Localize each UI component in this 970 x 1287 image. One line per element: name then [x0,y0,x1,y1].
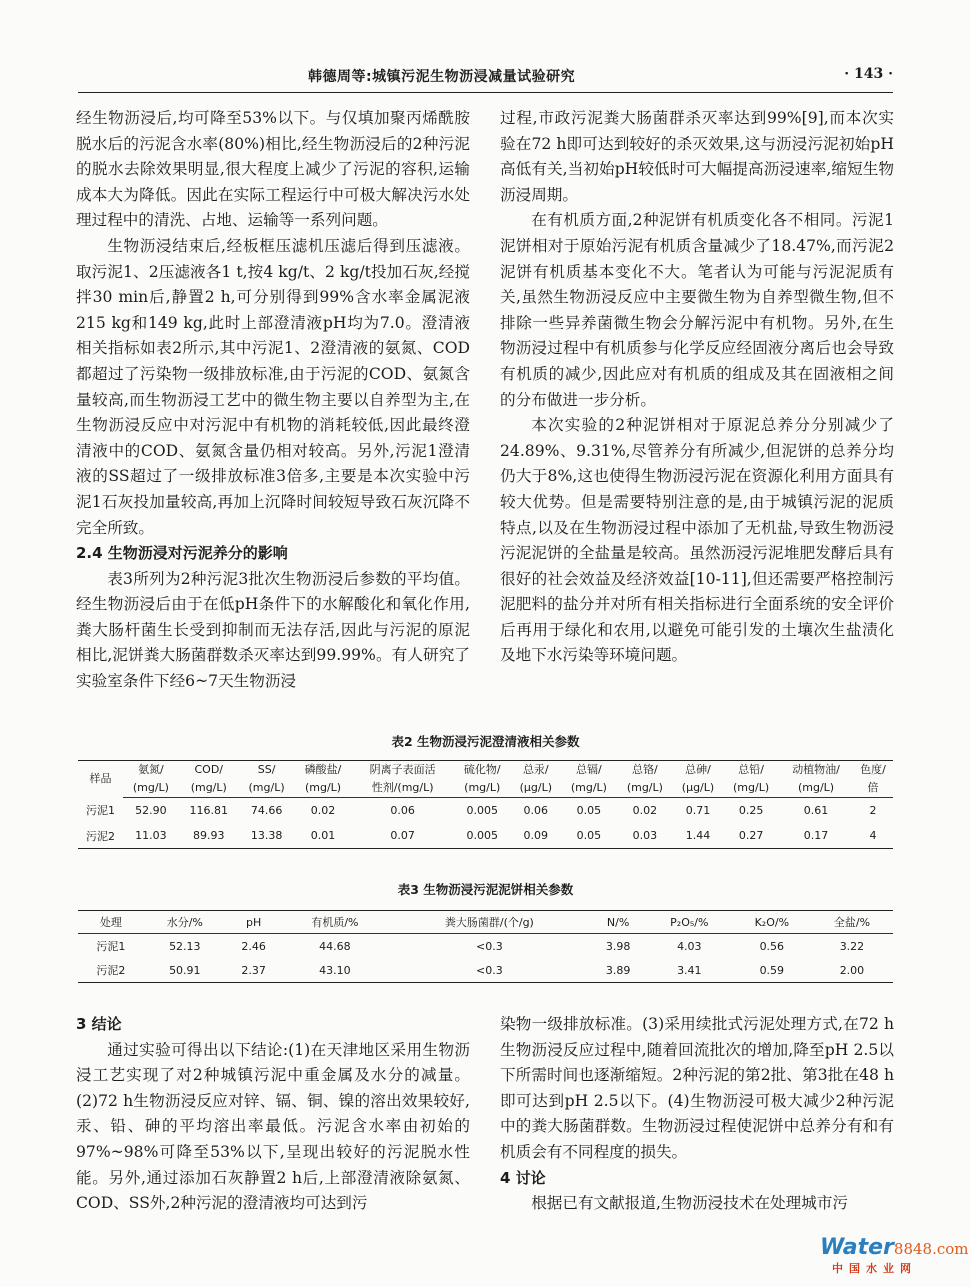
running-title: 韩德周等:城镇污泥生物沥浸减量试验研究 [308,69,576,85]
paragraph: 表3所列为2种污泥3批次生物沥浸后参数的平均值。经生物沥浸后由于在低pH条件下的水解酸化和氧化作用,粪大肠杆菌生长受到抑制而无法存活,因此与污泥的原泥相比,泥饼粪大肠菌群数杀灭率达到99.99%。有人研究了实验室条件下经6~7天生物沥浸 [76,569,470,691]
table-row [78,798,893,824]
section-heading-2-4: 2.4 生物沥浸对污泥养分的影响 [76,544,288,563]
table-cell: 0.27 [723,823,779,849]
table-header-cell: pH [226,911,282,934]
table-row [78,958,893,983]
table-header-cell: (mg/L) [779,779,853,798]
table-header-cell: (mg/L) [454,779,511,798]
table-cell: 0.05 [576,804,602,817]
table-cell: 0.06 [523,804,549,817]
table-cell: 0.01 [295,823,352,849]
table-header-cell: P₂O₅/% [646,911,733,934]
table-cell: 3.22 [839,939,865,953]
table-header-cell: 色度/ [853,761,893,780]
section-heading-3: 3 结论 [76,1015,122,1033]
table-cell: 0.005 [466,804,498,817]
table-cell: 0.09 [511,823,561,849]
table-header-cell: (μg/L) [511,779,561,798]
table-cell: 4.03 [677,939,702,953]
table-cell: 0.06 [390,804,415,817]
table-cell: 2.46 [241,939,266,953]
paragraph: 在有机质方面,2种泥饼有机质变化各不相同。污泥1泥饼相对于原始污泥有机质含量减少了18.47%,而污泥2泥饼有机质基本变化不大。笔者认为可能与污泥泥质有关,虽然生物沥浸反应中主要微生物为自养型微生物,但不排除一些异养菌微生物会分解污泥中有机物。另外,在生物沥浸过程中有机质参与化学反应经固液分离后也会导致有机质的减少,因此应对有机质的组成及其在固液相之间的分布做进一步分析。 [500,211,894,409]
watermark-suffix: .com [932,1240,969,1258]
site-watermark [820,1235,969,1277]
right-column [500,106,894,669]
table-header-cell: 氨氮/ [123,761,179,780]
table-cell: 污泥1 [85,804,115,818]
table-header-cell: 有机质/% [281,911,388,934]
table-cell: 污泥2 [78,958,144,983]
table-header-cell: 硫化物/ [454,761,511,780]
table-cell: 44.68 [319,939,351,953]
paragraph: 通过实验可得出以下结论:(1)在天津地区采用生物沥浸工艺实现了对2种城镇污泥中重金属及水分的减量。(2)72 h生物沥浸反应对锌、镉、铜、镍的溶出效果较好,汞、铅、砷的平均溶出率最低。污泥含水率由初始的97%~98%可降至53%以下,呈现出较好的污泥脱水性能。另外,通过添加石灰静置2 h后,上部澄清液除氨氮、COD、SS外,2种污泥的澄清液均可达到污 [76,1040,470,1213]
page-number: · 143 · [844,66,893,82]
table-cell: 89.93 [179,823,239,849]
table-header-cell: (mg/L) [295,779,352,798]
table-cell: 2 [869,804,877,817]
table-cell: 0.02 [310,804,336,817]
table-cell: 3.89 [590,958,646,983]
watermark-brand: Water [820,1235,894,1260]
table-cell: 116.81 [189,804,228,817]
table-cell: 0.25 [738,804,764,817]
table-header-cell: 全盐/% [811,911,893,934]
table-header-cell: 总铅/ [723,761,779,780]
table-header-cell: 处理 [78,911,144,934]
table-cell: 0.56 [759,939,785,953]
left-column-bottom [76,1012,470,1217]
table-cell: 2.00 [811,958,893,983]
table2-caption: 表2 生物沥浸污泥澄清液相关参数 [391,734,580,749]
paragraph: 染物一级排放标准。(3)采用续批式污泥处理方式,在72 h生物沥浸反应过程中,随着回流批次的增加,降至pH 2.5以下所需时间也逐渐缩短。2种污泥的第2批、第3批在48 h即可达到pH 2.5以下。(4)生物沥浸可极大减少2种污泥中的粪大肠菌群数。生物沥浸过程使泥饼中总养分有和有机质会有不同程度的损失。 [500,1015,894,1161]
table-cell: 43.10 [281,958,388,983]
table-header-cell: (mg/L) [179,779,239,798]
table-cell: <0.3 [388,958,590,983]
table-cell: 74.66 [250,804,283,817]
table-header-cell: 总铬/ [617,761,673,780]
table-header-cell: COD/ [179,761,239,780]
table-cell: 0.59 [733,958,811,983]
table-cell: 0.05 [561,823,617,849]
table-header-cell: SS/ [239,761,295,780]
table-cell: 0.005 [454,823,511,849]
table-header-cell: 粪大肠菌群/(个/g) [388,911,590,934]
table-header-cell: 总砷/ [673,761,723,780]
right-column-bottom [500,1012,894,1217]
table-cell: 0.02 [632,804,658,817]
table-row [78,934,893,959]
watermark-number: 8848 [893,1240,933,1258]
paragraph: 本次实验的2种泥饼相对于原泥总养分分别减少了24.89%、9.31%,尽管养分有所减少,但泥饼的总养分均仍大于8%,这也使得生物沥浸污泥在资源化利用方面具有较大优势。但是需要特别注意的是,由于城镇污泥的泥质特点,以及在生物沥浸过程中添加了无机盐,导致生物沥浸污泥泥饼的全盐量是较高。虽然沥浸污泥堆肥发酵后具有很好的社会效益及经济效益[10-11],但还需要严格控制污泥肥料的盐分并对所有相关指标进行全面系统的安全评价后再用于绿化和农用,以避免可能引发的土壤次生盐渍化及地下水污染等环境问题。 [500,416,894,665]
table-cell: 0.03 [617,823,673,849]
table-header-cell: 总镉/ [561,761,617,780]
watermark-subtitle: 中国水业网 [832,1262,917,1275]
table-cell: 3.41 [646,958,733,983]
table-cell: 0.61 [803,804,829,817]
table-cell: 52.90 [135,804,167,817]
table3-caption: 表3 生物沥浸污泥泥饼相关参数 [397,882,574,897]
table-cell: 1.44 [673,823,723,849]
table-header-cell: K₂O/% [733,911,811,934]
table-header-cell: (mg/L) [617,779,673,798]
table-header-cell: 总汞/ [511,761,561,780]
table-cell: 0.71 [685,804,711,817]
table-header-cell: (mg/L) [561,779,617,798]
table-cell: 污泥1 [96,940,126,953]
table-header-cell: (mg/L) [723,779,779,798]
table-cell: 11.03 [123,823,179,849]
paragraph: 生物沥浸结束后,经板框压滤机压滤后得到压滤液。取污泥1、2压滤液各1 t,按4 kg/t、2 kg/t投加石灰,经搅拌30 min后,静置2 h,可分别得到99%含水率金属泥液215 kg和149 kg,此时上部澄清液pH均为7.0。澄清液相关指标如表2所示,其中污泥1、2澄清液的氨氮、COD都超过了污染物一级排放标准,由于污泥的COD、氨氮含量较高,而生物沥浸工艺中的微生物主要以自养型为主,在生物沥浸反应中对污泥中有机物的消耗较低,因此最终澄清液中的COD、氨氮含量仍相对较高。另外,污泥1澄清液的SS超过了一级排放标准3倍多,主要是本次实验中污泥1石灰投加量较高,再加上沉降时间较短导致石灰沉降不完全所致。 [76,236,470,537]
table-header-cell: N/% [590,911,646,934]
table-header-cell: 倍 [853,779,893,798]
table-header-cell: 性剂/(mg/L) [351,779,453,798]
table-header-cell: 动植物油/ [779,761,853,780]
paragraph: 根据已有文献报道,生物沥浸技术在处理城市污 [531,1194,849,1213]
section-heading-4: 4 讨论 [500,1168,546,1187]
table3 [78,910,893,983]
table-row [78,823,893,849]
paragraph: 经生物沥浸后,均可降至53%以下。与仅填加聚丙烯酰胺脱水后的污泥含水率(80%)相比,经生物沥浸后的2种污泥的脱水去除效果明显,很大程度上减少了污泥的容积,运输成本大为降低。因此在实际工程运行中可极大解决污水处理过程中的清洗、占地、运输等一系列问题。 [76,109,470,230]
table2-header-row [78,761,893,780]
table-header-cell: 水分/% [144,911,226,934]
table-header-cell: (μg/L) [673,779,723,798]
table-cell: 0.07 [351,823,453,849]
table-header-cell: (mg/L) [123,779,179,798]
table-cell: 13.38 [239,823,295,849]
table-header-cell: 阴离子表面活 [351,761,453,780]
table2-header-row [78,779,893,798]
table-cell: 0.17 [779,823,853,849]
table-cell: 2.37 [226,958,282,983]
paragraph: 过程,市政污泥粪大肠菌群杀灭率达到99%[9],而本次实验在72 h即可达到较好的杀灭效果,这与沥浸污泥初始pH高低有关,当初始pH较低时可大幅提高沥浸速率,缩短生物沥浸周期。 [500,109,894,204]
table-cell: 50.91 [144,958,226,983]
running-header [78,66,893,88]
table-header-cell: 磷酸盐/ [295,761,352,780]
table-header-cell: (mg/L) [239,779,295,798]
table-cell: 4 [853,823,893,849]
left-column [76,106,470,695]
table-cell: <0.3 [476,939,503,953]
table-cell: 污泥2 [78,823,123,849]
table-cell: 3.98 [605,939,631,953]
table-cell: 52.13 [169,939,201,953]
table2 [78,760,893,849]
header-rule [78,92,893,93]
table3-header-row [78,911,893,934]
table-header-cell: 样品 [78,761,123,798]
